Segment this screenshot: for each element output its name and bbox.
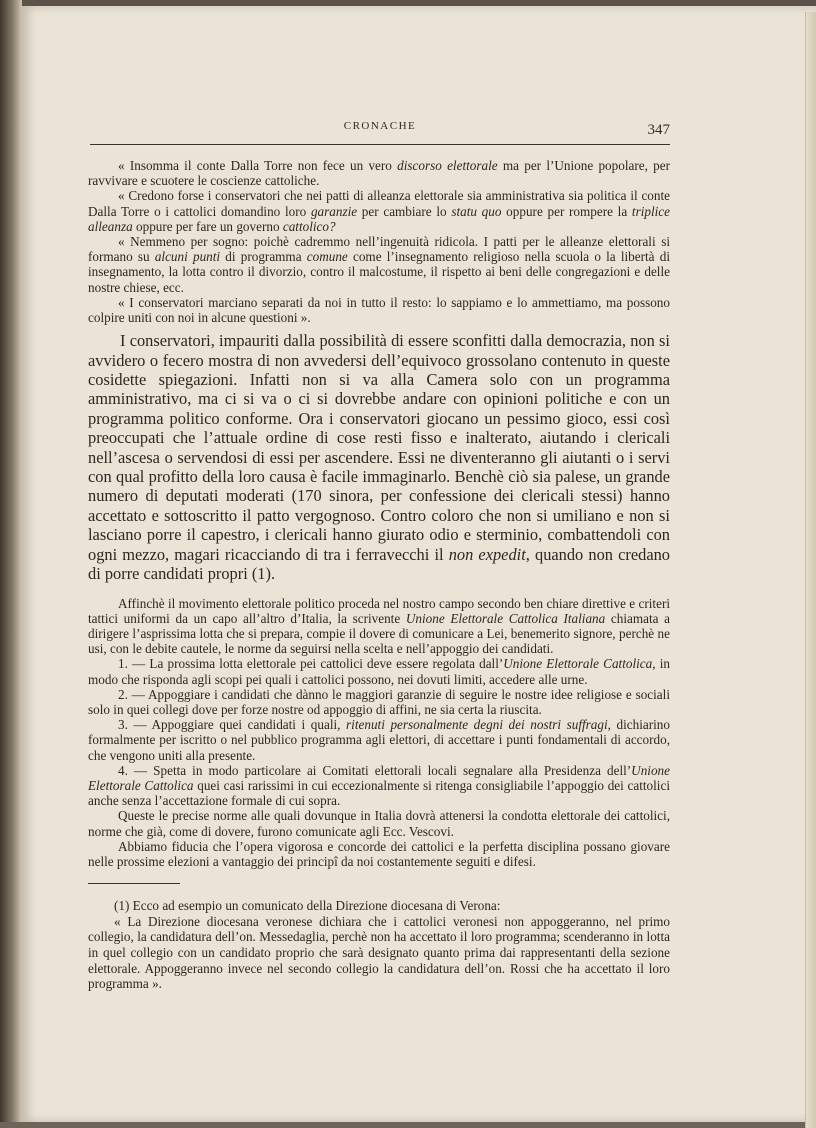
page-header [90,118,670,145]
quote-paragraph-1: « Credono forse i conservatori che nei patti di alleanza elettorale sia amministrativa sia politica il conte Dalla Torre o i cattolici domandino loro garanzie per cambiare lo statu quo oppure per rompere la triplice alleanza oppure per fare un governo cattolico? [88,188,670,234]
italic-run: Unione Elettorale Cattolica Italiana [405,610,606,626]
small-paragraph-2: 2. — Appoggiare i candidati che dànno le maggiori garanzie di seguire le nostre idee religiose e sociali solo in quei collegi dove per forze nostre od appoggio di affini, ne sia certa la riuscita. [88,686,670,717]
small-paragraph-3: 3. — Appoggiare quei candidati i quali, ritenuti personalmente degni dei nostri suffragi, dichiarino formalmente per iscritto o nel pubblico programma agli elettori, di accettare i punti fondamentali di accordo, che vengono uniti alla presente. [88,717,670,763]
italic-run: Unione Elettorale Cattolica [503,656,653,672]
italic-run: statu quo [451,203,502,219]
page-number: 347 [647,122,670,138]
italic-run: Unione Elettorale Cattolica [88,762,670,793]
italic-run: discorso elettorale [397,158,498,173]
italic-run: alcuni punti [154,249,221,265]
small-paragraph-1: 1. — La prossima lotta elettorale pei cattolici deve essere regolata dall’Unione Elettorale Cattolica, in modo che risponda agli scopi pei quali i cattolici possono, nei dovuti limiti, accedere alle urne. [88,656,670,687]
italic-run: ritenuti personalmente degni dei nostri suffragi [346,717,608,733]
small-paragraph-4: 4. — Spetta in modo particolare ai Comitati elettorali locali segnalare alla Presidenza dell’Unione Elettorale Cattolica quei casi rarissimi in cui eccezionalmente si ritenga consigliabile l’appoggio dei cattolici anche senza l’accettazione formale di cui sopra. [88,762,670,809]
footnote [88,898,670,992]
quote-paragraph-3: « I conservatori marciano separati da noi in tutto il resto: lo sappiamo e lo ammettiamo, ma possono colpire uniti con noi in alcune questioni ». [88,294,670,326]
main-paragraph [88,331,670,583]
running-head: CRONACHE [343,120,417,132]
quote-paragraph-2: « Nemmeno per sogno: poichè cadremmo nell’ingenuità ridicola. I patti per le alleanze elettorali si formano su alcuni punti di programma comune come l’insegnamento religioso nella scuola o la libertà di insegnamento, la lotta contro il divorzio, contro il malcostume, il rispetto ai beni delle congregazioni e delle nostre chiese, ecc. [88,234,670,295]
quoted-statement [88,158,670,325]
quote-paragraph-0: « Insomma il conte Dalla Torre non fece un vero discorso elettorale ma per l’Unione popolare, per ravvivare e scuotere le coscienze cattoliche. [88,158,670,189]
small-paragraph-0: Affinchè il movimento elettorale politico proceda nel nostro campo secondo ben chiare direttive e criteri tattici uniformi da un capo all’altro d’Italia, la scrivente Unione Elettorale Cattolica Italiana chiamata a dirigere l’asprissima lotta che si prepara, compie il dovere di comunicare a Lei, benemerito signore, perchè ne usi, con le debite cautele, le norme da seguirsi nella scelta e nell’appoggio dei candidati. [88,595,671,657]
page-body [88,158,670,992]
footnote-rule [88,883,180,884]
small-paragraph-5: Queste le precise norme alle quali dovunque in Italia dovrà attenersi la condotta elettorale dei cattolici, norme che già, come di dovere, furono comunicate agli Ecc. Vescovi. [88,808,670,839]
italic-run: triplice alleanza [88,203,670,234]
italic-run: comune [306,249,348,265]
electoral-circular [88,596,670,870]
small-paragraph-6: Abbiamo fiducia che l’opera vigorosa e concorde dei cattolici e la perfetta disciplina possano giovare nelle prossime elezioni a vantaggio dei principî da noi costantemente seguiti e difesi. [88,838,670,869]
italic-run: cattolico? [282,218,336,234]
note-paragraph-1: « La Direzione diocesana veronese dichiara che i cattolici veronesi non appoggeranno, nel primo collegio, la candidatura dell’on. Messedaglia, perchè non ha accettato il loro programma; scenderanno in lotta in quel collegio con un candidato proprio che sarà designato quanto prima dai rappresentanti della sezione elettorale. Appoggeranno invece nel secondo collegio la candidatura dell’on. Rossi che ha accettato il loro programma ». [88,913,670,992]
note-paragraph-0: (1) Ecco ad esempio un comunicato della Direzione diocesana di Verona: [114,898,501,914]
italic-run: garanzie [310,203,358,219]
page-edge [805,12,816,1128]
binding-edge [0,0,22,1122]
main-paragraph-0: I conservatori, impauriti dalla possibilità di essere sconfitti dalla democrazia, non si avvidero o fecero mostra di non avvedersi dell’equivoco grossolano contenuto in queste cosidette spiegazioni. Infatti non si va alla Camera solo con un programma amministrativo, ma ci si va o ci si dovrebbe andare con opinioni politiche e con un programma politico conforme. Ora i conservatori giocano un pessimo gioco, essi così preoccupati che l’attuale ordine di cose resti fisso e inalterato, aiutando i clericali nell’ascesa o servendosi di essi per ascendere. Essi ne diventeranno gli aiutanti o i servi con qual profitto della loro causa è facile immaginarlo. Benchè ciò sia palese, un grande numero di deputati moderati (170 sinora, per confessione dei clericali stessi) hanno accettato e sottoscritto il patto vergognoso. Contro coloro che non si umiliano e non si lasciano porre il capestro, i clericali hanno giurato odio e sterminio, combattendoli con ogni mezzo, magari ricacciando di tra i ferravecchi il non expedit, quando non credano di porre candidati propri (1). [88,331,670,584]
italic-run: non expedit [448,544,526,564]
